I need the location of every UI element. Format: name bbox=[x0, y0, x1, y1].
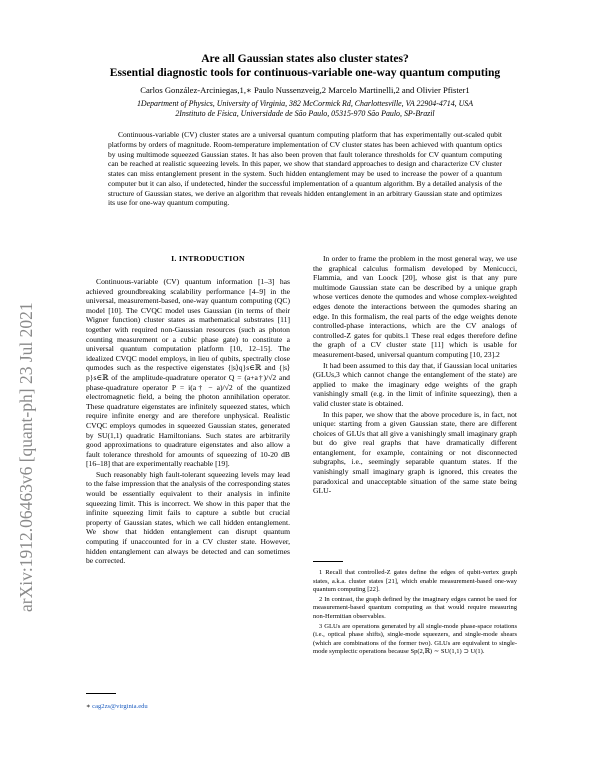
corresponding-mark: ∗ bbox=[86, 703, 91, 710]
arxiv-identifier: arXiv:1912.06463v6 [quant-ph] 23 Jul 2021 bbox=[16, 302, 36, 612]
corresponding-email-link[interactable]: cag2zs@virginia.edu bbox=[92, 703, 148, 710]
abstract-text: Continuous-variable (CV) cluster states are a universal quantum computing platform that has experimentally out-scaled qubit platforms by orders of magnitude. Room-temperature implementation of CV cluster states has been achieved with quantum optics by using multimode squeezed Gaussian states. It has also been proven that fault tolerance thresholds for CV quantum computing can be reached at realistic squeezing levels. In this paper, we show that standard approaches to design and characterize CV cluster states can miss entanglement present in the system. Such hidden entanglement may be used to increase the power of a quantum computer but it can also, if undetected, hinder the successful implementation of a quantum algorithm. By a detailed analysis of the structure of Gaussian states, we derive an algorithm that reveals hidden entanglement in an arbitrary Gaussian state and optimizes its use for one-way quantum computing. bbox=[108, 130, 502, 208]
author-list: Carlos González-Arciniegas,1,∗ Paulo Nussenzveig,2 Marcelo Martinelli,2 and Olivier Pfister1 bbox=[140, 85, 470, 95]
footnote-1: 1 Recall that controlled-Z gates define the edges of qubit-vertex graph states, a.k.a. cluster states [21], which enable measurement-based one-way quantum computing [22]. bbox=[313, 569, 517, 594]
footnote-3: 3 GLUs are operations generated by all single-mode phase-space rotations (i.e., optical phase shifts), single-mode squeezers, and single-mode shears (which are combinations of the former two). GLUs are equivalent to single-mode symplectic operations because Sp(2,ℝ) ∼ SU(1,1) ⊃ U(1). bbox=[313, 622, 517, 656]
paragraph: It had been assumed to this day that, if Gaussian local unitaries (GLUs,3 which cannot change the entanglement of the state) are applied to make the imaginary edge weights of the graph vanishingly small (e.g. in the limit of infinite squeezing), then a valid cluster state is obtained. bbox=[313, 360, 517, 408]
left-column bbox=[86, 277, 290, 566]
footnote-divider bbox=[86, 693, 116, 694]
right-column bbox=[313, 254, 517, 496]
paragraph: In this paper, we show that the above procedure is, in fact, not unique: starting from a given Gaussian state, there are different choices of GLUs that all give a vanishingly small imaginary graph but do give real graphs that have dramatically different entanglement, for example, containing or not disconnected subgraphs, i.e., seemingly separable quantum states. If the vanishingly small imaginary graph is ignored, this creates the paradoxical and unacceptable situation of the same state being GLU- bbox=[313, 409, 517, 496]
paper-title bbox=[60, 52, 550, 80]
title-line-2: Essential diagnostic tools for continuous-variable one-way quantum computing bbox=[109, 66, 501, 79]
footnote-2: 2 In contrast, the graph defined by the imaginary edges cannot be used for measurement-based quantum computing as that would require measuring non-Hermitian observables. bbox=[313, 595, 517, 620]
affiliation-2: 2Instituto de Física, Universidade de São Paulo, 05315-970 São Paulo, SP-Brazil bbox=[175, 109, 435, 118]
arxiv-stamp bbox=[10, 200, 40, 620]
paragraph: Continuous-variable (CV) quantum information [1–3] has achieved groundbreaking scalability performance [4–9] in the universal, measurement-based, one-way quantum computing (QC) model [10]. The CVQC model uses Gaussian (in terms of their Wigner function) cluster states as mathematical substrates [11] together with required non-Gaussian resources (such as photon counting measurement or a cubic phase gate) to constitute a universal quantum computation platform [10, 12–15]. The idealized CVQC model employs, in lieu of qubits, spectrally close qumodes such as the respective eigenstates {|s⟩q}s∈ℝ and {|s⟩p}s∈ℝ of the amplitude-quadrature operator Q = (a+a†)/√2 and phase-quadrature operator P = i(a† − a)/√2 of the quantized electromagnetic field, a being the photon annihilation operator. These quadrature eigenstates are infinitely squeezed states, which require infinite energy and are therefore unphysical. Realistic CVQC employs qumodes in squeezed Gaussian states, generated by SU(1,1) quadratic Hamiltonians. Such states are arbitrarily good approximations to quadrature eigenstates and also allow a fault tolerance threshold for amounts of squeezing of 10-20 dB [16–18] that are experimentally reachable [19]. bbox=[86, 277, 290, 469]
footnotes bbox=[313, 569, 517, 658]
footnote-divider bbox=[313, 561, 343, 562]
title-line-1: Are all Gaussian states also cluster states? bbox=[201, 52, 409, 65]
abstract bbox=[108, 130, 502, 208]
paragraph: In order to frame the problem in the most general way, we use the graphical calculus formalism developed by Menicucci, Flammia, and van Loock [20], whose gist is that any pure multimode Gaussian state can be described by a unique graph whose vertices denote the qumodes and whose complex-weighted edges denote the interactions between the qumodes sharing an edge. In this formalism, the real parts of the edge weights denote controlled-phase interactions, which are the CV analogs of controlled-Z gates for qubits.1 These real edges therefore define the graph of a CV cluster state [11] which is usable for measurement-based, universal quantum computing [10, 23].2 bbox=[313, 254, 517, 359]
paragraph: Such reasonably high fault-tolerant squeezing levels may lead to the false impression that the analysis of the corresponding states would be essentially equivalent to their analysis in infinite squeezing limit. This is incorrect. We show in this paper that the infinite squeezing limit fails to capture a subtle but crucial property of Gaussian states, which we call hidden entanglement. We show that hidden entanglement can disrupt quantum computing if unaccounted for in a CV cluster state. However, hidden entanglement can always be detected and can sometimes be corrected. bbox=[86, 469, 290, 566]
corresponding-author-note bbox=[86, 702, 148, 710]
section-heading: I. INTRODUCTION bbox=[171, 254, 245, 263]
affiliation-1: 1Department of Physics, University of Virginia, 382 McCormick Rd, Charlottesville, VA 22904-4714, USA bbox=[136, 99, 474, 108]
